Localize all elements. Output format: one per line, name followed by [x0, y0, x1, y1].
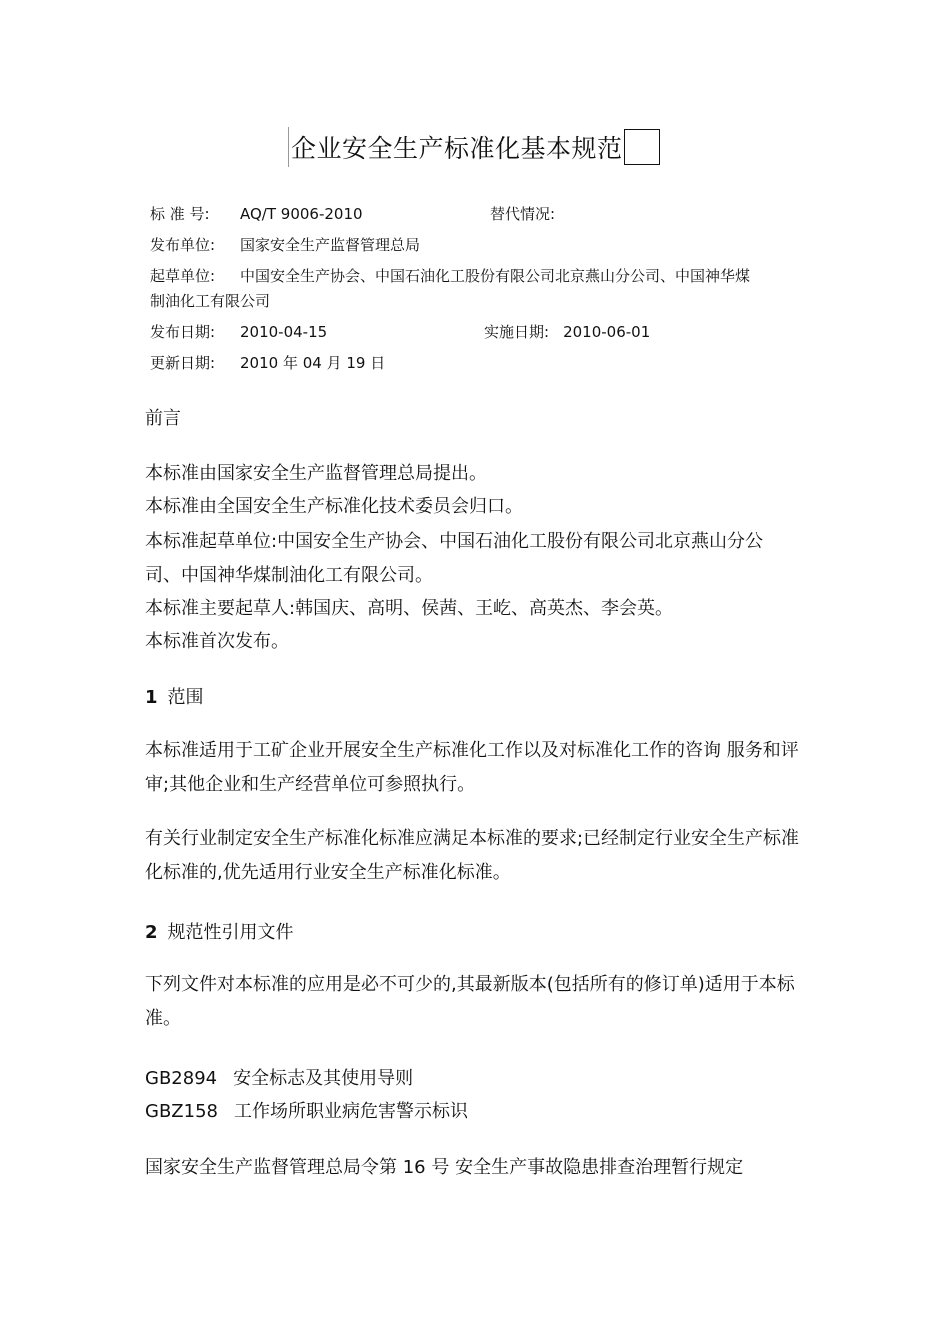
pub-date-label: 发布日期: [150, 323, 216, 341]
drafter-label: 起草单位: [150, 267, 216, 285]
reference-name: 安全标志及其使用导则 [233, 1068, 414, 1089]
std-no-label: 标 准 号: [150, 205, 210, 223]
replace-label: 替代情况: [490, 205, 556, 223]
title-block [288, 126, 660, 168]
title-empty-box [624, 129, 660, 165]
foreword-line-1: 本标准由国家安全生产监督管理总局提出。 [145, 463, 487, 484]
foreword-line-3: 本标准起草单位:中国安全生产协会、中国石油化工股份有限公司北京燕山分公 [145, 531, 764, 552]
reference-code: GB2894 [145, 1068, 218, 1089]
update-date-value: 2010 年 04 月 19 日 [240, 354, 386, 372]
std-no-value: AQ/T 9006-2010 [240, 205, 363, 223]
foreword-line-2: 本标准由全国安全生产标准化技术委员会归口。 [145, 496, 523, 517]
document-title: 企业安全生产标准化基本规范 [291, 134, 623, 163]
meta-update-date [150, 352, 385, 373]
foreword-line-4: 司、中国神华煤制油化工有限公司。 [145, 565, 433, 586]
foreword-heading: 前言 [145, 408, 181, 429]
foreword-line-5: 本标准主要起草人:韩国庆、高明、侯茜、王屹、高英杰、李会英。 [145, 598, 674, 619]
reference-order: 国家安全生产监督管理总局令第 16 号 安全生产事故隐患排查治理暂行规定 [145, 1157, 744, 1178]
section-2-title: 规范性引用文件 [167, 922, 294, 943]
meta-replace [490, 203, 569, 224]
section-1-para-2: 有关行业制定安全生产标准化标准应满足本标准的要求;已经制定行业安全生产标准化标准的,优先适用行业安全生产标准化标准。 [145, 828, 800, 883]
section-1-number: 1 [145, 687, 158, 708]
section-2-intro: 下列文件对本标准的应用是必不可少的,其最新版本(包括所有的修订单)适用于本标准。 [145, 974, 795, 1029]
impl-date-label: 实施日期: [484, 323, 550, 341]
foreword-line-6: 本标准首次发布。 [145, 631, 289, 652]
meta-drafter-cont [150, 290, 270, 311]
meta-publisher [150, 234, 420, 255]
pub-date-value: 2010-04-15 [240, 323, 328, 341]
impl-date-value: 2010-06-01 [563, 323, 651, 341]
section-2-heading [145, 918, 294, 944]
reference-code: GBZ158 [145, 1101, 218, 1122]
reference-item [145, 1097, 468, 1123]
meta-std-no [150, 203, 363, 224]
title-left-rule [288, 127, 289, 167]
publisher-value: 国家安全生产监督管理总局 [240, 236, 421, 254]
drafter-value-line2: 制油化工有限公司 [150, 292, 271, 310]
publisher-label: 发布单位: [150, 236, 216, 254]
reference-name: 工作场所职业病危害警示标识 [233, 1101, 468, 1122]
meta-pub-date [150, 321, 327, 342]
drafter-value-line1: 中国安全生产协会、中国石油化工股份有限公司北京燕山分公司、中国神华煤 [240, 267, 751, 285]
update-label: 更新日期: [150, 354, 216, 372]
section-1-heading [145, 683, 204, 709]
reference-item [145, 1064, 413, 1090]
section-1-title: 范围 [167, 687, 204, 708]
meta-impl-date [484, 321, 650, 342]
section-2-number: 2 [145, 922, 158, 943]
meta-drafter [150, 265, 750, 286]
section-1-para-1: 本标准适用于工矿企业开展安全生产标准化工作以及对标准化工作的咨询 服务和评审;其他企业和生产经营单位可参照执行。 [145, 740, 799, 795]
